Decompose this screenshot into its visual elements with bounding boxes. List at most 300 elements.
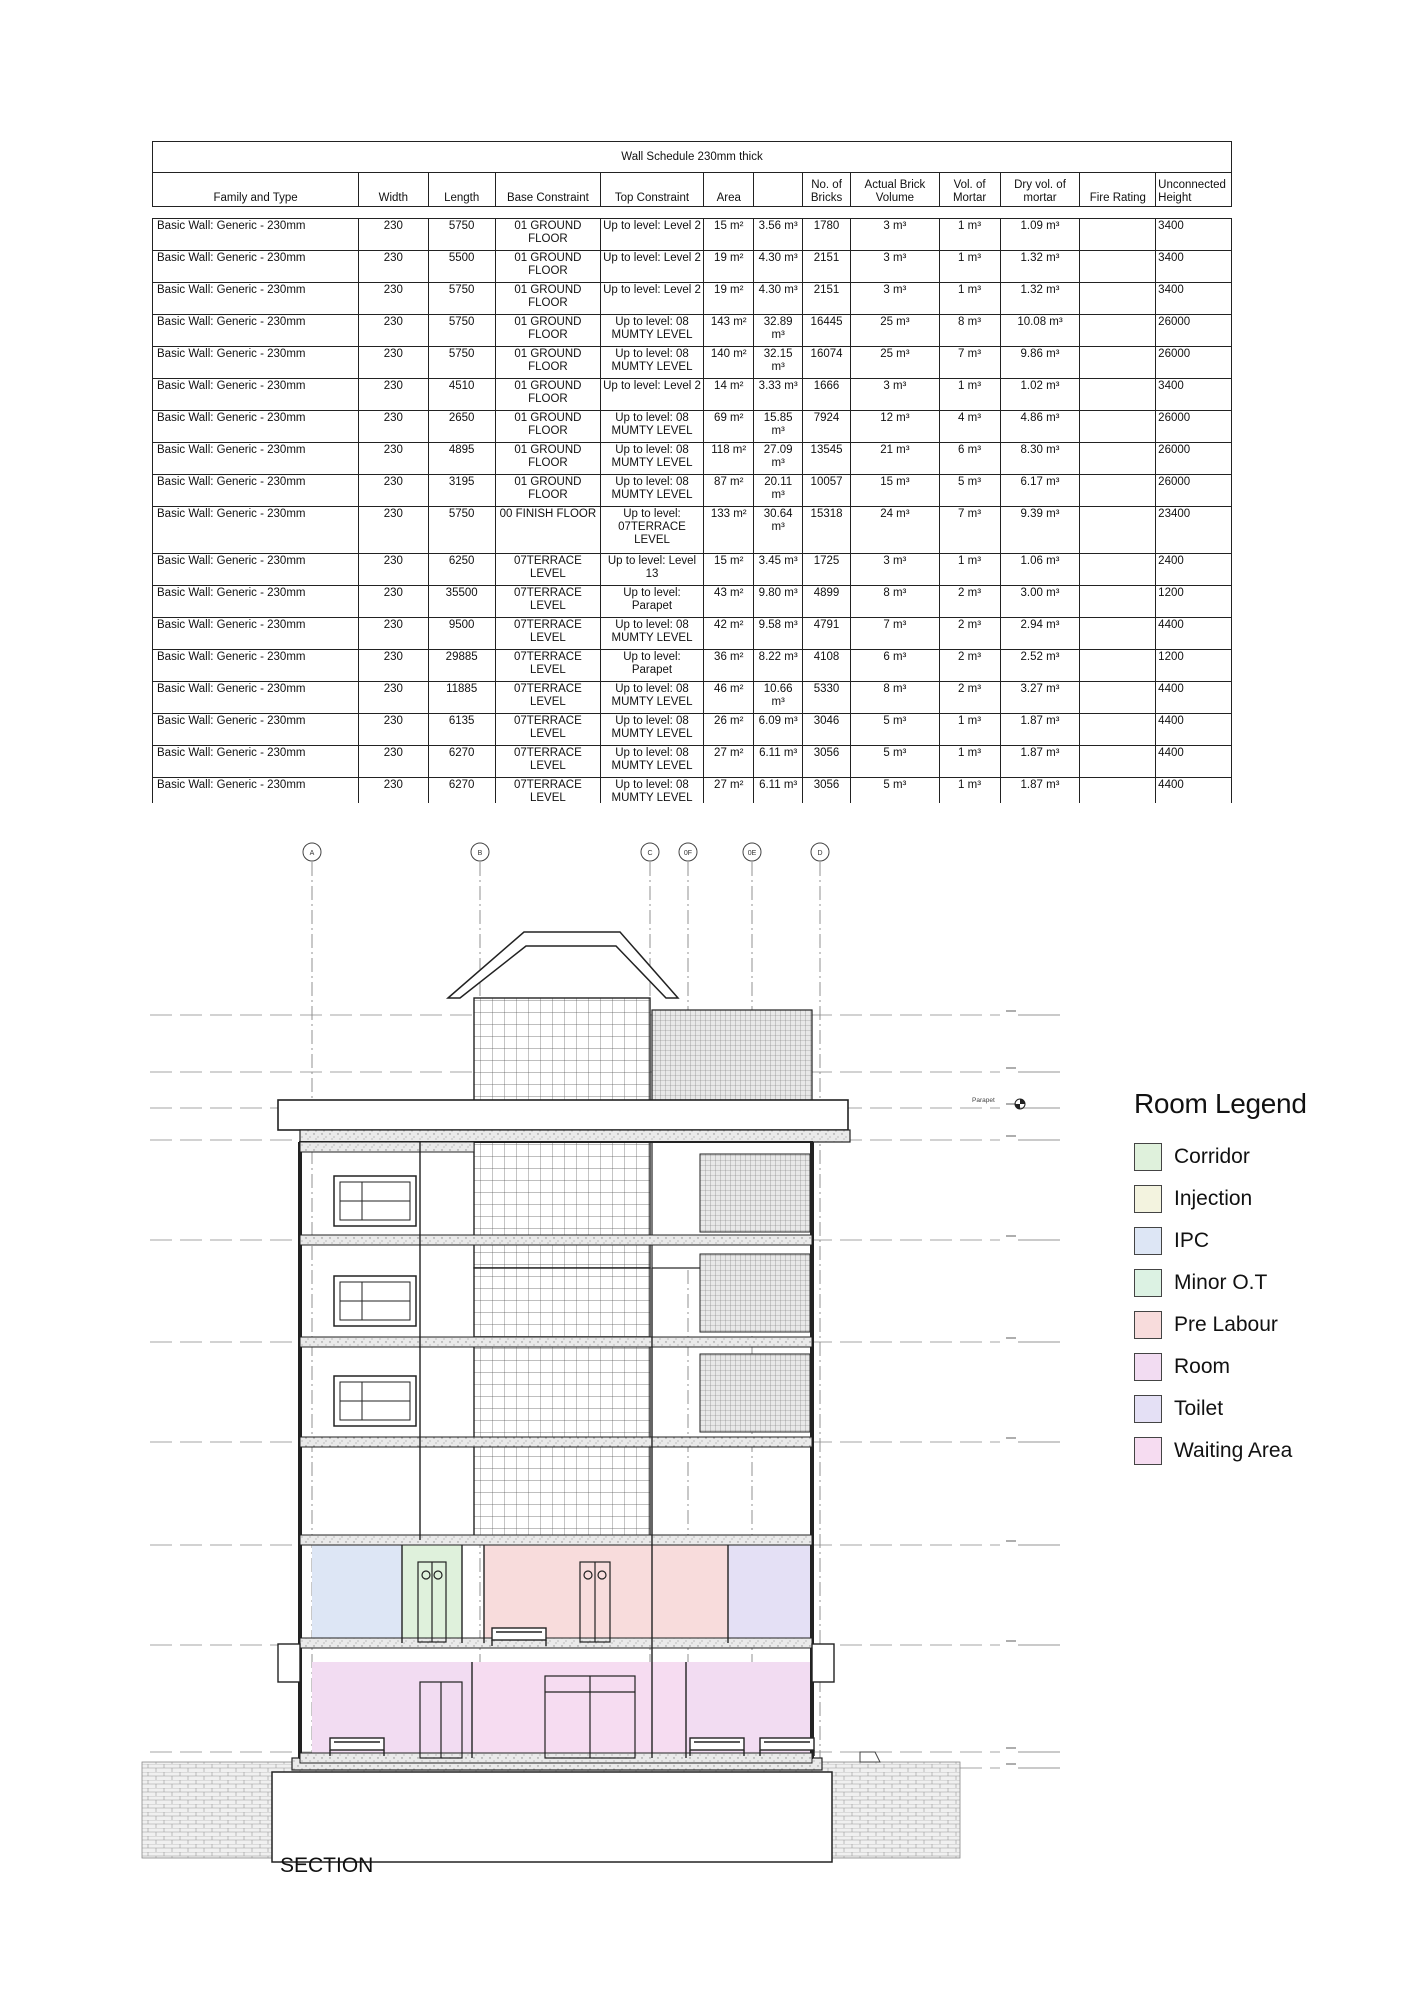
- table-cell: 230: [359, 379, 428, 411]
- table-row: [153, 507, 1232, 554]
- grid-label: 0E: [747, 850, 757, 857]
- table-cell: 24 m³: [851, 507, 939, 554]
- table-cell: 7 m³: [851, 618, 939, 650]
- table-cell: 12 m³: [851, 411, 939, 443]
- table-cell: 5 m³: [939, 475, 1000, 507]
- table-cell: 7924: [802, 411, 850, 443]
- table-cell: 133 m²: [704, 507, 754, 554]
- table-cell: 230: [359, 507, 428, 554]
- legend-label: Minor O.T: [1174, 1271, 1268, 1294]
- table-cell: 2400: [1156, 554, 1232, 586]
- legend-swatch: [1134, 1143, 1162, 1171]
- table-cell: 230: [359, 746, 428, 778]
- table-cell: 2 m³: [939, 650, 1000, 682]
- table-cell: Up to level: Level 2: [600, 219, 703, 251]
- table-cell: Basic Wall: Generic - 230mm: [153, 650, 359, 682]
- room-legend: [1134, 1088, 1394, 1488]
- table-cell: 1.09 m³: [1000, 219, 1080, 251]
- table-cell: 4895: [428, 443, 495, 475]
- table-cell: Basic Wall: Generic - 230mm: [153, 618, 359, 650]
- table-cell: 8 m³: [851, 586, 939, 618]
- table-cell: 25 m³: [851, 315, 939, 347]
- table-cell: 1 m³: [939, 778, 1000, 804]
- table-cell: 29885: [428, 650, 495, 682]
- table-cell: 1.87 m³: [1000, 714, 1080, 746]
- table-cell: [1080, 554, 1156, 586]
- table-cell: 01 GROUND FLOOR: [495, 219, 600, 251]
- table-cell: 1.87 m³: [1000, 746, 1080, 778]
- left-sunshade: [278, 1644, 300, 1682]
- floor-slab: [300, 1437, 812, 1447]
- table-cell: [1080, 714, 1156, 746]
- table-cell: 20.11 m³: [754, 475, 802, 507]
- table-cell: 27 m²: [704, 746, 754, 778]
- legend-item: [1134, 1388, 1394, 1430]
- table-cell: Up to level: Parapet: [600, 586, 703, 618]
- table-cell: 4899: [802, 586, 850, 618]
- table-cell: 36 m²: [704, 650, 754, 682]
- table-row: [153, 411, 1232, 443]
- schedule-header-cell: Area: [704, 173, 754, 207]
- table-cell: 2151: [802, 251, 850, 283]
- table-cell: 4400: [1156, 618, 1232, 650]
- table-cell: 07TERRACE LEVEL: [495, 778, 600, 804]
- table-cell: 6 m³: [939, 443, 1000, 475]
- table-cell: Up to level: 08 MUMTY LEVEL: [600, 682, 703, 714]
- table-cell: [1080, 507, 1156, 554]
- table-cell: 43 m²: [704, 586, 754, 618]
- table-cell: [1080, 443, 1156, 475]
- table-cell: 2 m³: [939, 586, 1000, 618]
- table-cell: Basic Wall: Generic - 230mm: [153, 475, 359, 507]
- table-cell: Up to level: 08 MUMTY LEVEL: [600, 618, 703, 650]
- table-row: [153, 251, 1232, 283]
- legend-swatch: [1134, 1437, 1162, 1465]
- table-cell: 6.11 m³: [754, 746, 802, 778]
- wall-schedule-table: [152, 141, 1232, 803]
- table-cell: 1.32 m³: [1000, 251, 1080, 283]
- table-cell: 1.06 m³: [1000, 554, 1080, 586]
- table-cell: 26000: [1156, 411, 1232, 443]
- louver-panel: [700, 1254, 810, 1332]
- legend-item: [1134, 1220, 1394, 1262]
- table-cell: Up to level: Level 13: [600, 554, 703, 586]
- table-cell: Up to level: 08 MUMTY LEVEL: [600, 475, 703, 507]
- table-cell: 2.94 m³: [1000, 618, 1080, 650]
- table-cell: 4400: [1156, 778, 1232, 804]
- table-cell: 15318: [802, 507, 850, 554]
- table-cell: 4 m³: [939, 411, 1000, 443]
- table-cell: 16445: [802, 315, 850, 347]
- table-cell: 6250: [428, 554, 495, 586]
- table-cell: 6 m³: [851, 650, 939, 682]
- table-cell: 230: [359, 682, 428, 714]
- table-cell: 07TERRACE LEVEL: [495, 682, 600, 714]
- table-cell: 6.09 m³: [754, 714, 802, 746]
- table-cell: 87 m²: [704, 475, 754, 507]
- table-cell: 230: [359, 251, 428, 283]
- table-cell: 230: [359, 347, 428, 379]
- legend-swatch: [1134, 1395, 1162, 1423]
- table-cell: Basic Wall: Generic - 230mm: [153, 778, 359, 804]
- table-cell: 15.85 m³: [754, 411, 802, 443]
- legend-label: IPC: [1174, 1229, 1210, 1252]
- table-cell: 3 m³: [851, 219, 939, 251]
- table-cell: 01 GROUND FLOOR: [495, 251, 600, 283]
- legend-items: [1134, 1136, 1394, 1472]
- table-cell: 10.08 m³: [1000, 315, 1080, 347]
- table-row: [153, 778, 1232, 804]
- table-cell: 1200: [1156, 650, 1232, 682]
- foundation-pit: [272, 1772, 832, 1862]
- table-cell: Up to level: Parapet: [600, 650, 703, 682]
- table-cell: Basic Wall: Generic - 230mm: [153, 554, 359, 586]
- table-cell: 3056: [802, 746, 850, 778]
- glazed-shaft: [474, 1268, 650, 1540]
- table-cell: 230: [359, 650, 428, 682]
- window: [334, 1276, 416, 1326]
- louver-panel: [700, 1154, 810, 1232]
- table-cell: 32.15 m³: [754, 347, 802, 379]
- table-row: [153, 650, 1232, 682]
- table-cell: Up to level: 07TERRACE LEVEL: [600, 507, 703, 554]
- table-cell: 3 m³: [851, 554, 939, 586]
- schedule-body: [153, 207, 1232, 804]
- table-cell: 230: [359, 586, 428, 618]
- table-cell: 5750: [428, 219, 495, 251]
- legend-item: [1134, 1304, 1394, 1346]
- table-cell: 1.87 m³: [1000, 778, 1080, 804]
- table-cell: 1 m³: [939, 283, 1000, 315]
- table-cell: 3400: [1156, 283, 1232, 315]
- table-cell: 230: [359, 554, 428, 586]
- terrace-slab: [300, 1130, 850, 1142]
- room-ipc: [312, 1545, 402, 1643]
- table-cell: 4400: [1156, 746, 1232, 778]
- table-cell: 1725: [802, 554, 850, 586]
- table-cell: 4400: [1156, 714, 1232, 746]
- table-cell: Up to level: 08 MUMTY LEVEL: [600, 443, 703, 475]
- table-cell: 2.52 m³: [1000, 650, 1080, 682]
- table-cell: [1080, 251, 1156, 283]
- table-row: [153, 554, 1232, 586]
- table-cell: 143 m²: [704, 315, 754, 347]
- right-sunshade: [812, 1644, 834, 1682]
- table-cell: 07TERRACE LEVEL: [495, 618, 600, 650]
- grid-label: 0F: [683, 850, 693, 857]
- table-cell: Basic Wall: Generic - 230mm: [153, 219, 359, 251]
- room-toilet: [728, 1545, 812, 1643]
- legend-label: Corridor: [1174, 1145, 1250, 1168]
- table-cell: 15 m³: [851, 475, 939, 507]
- table-row: [153, 283, 1232, 315]
- table-cell: 23400: [1156, 507, 1232, 554]
- window: [334, 1176, 416, 1226]
- table-cell: 230: [359, 475, 428, 507]
- table-cell: Basic Wall: Generic - 230mm: [153, 443, 359, 475]
- table-cell: 19 m²: [704, 251, 754, 283]
- table-cell: 26000: [1156, 347, 1232, 379]
- table-cell: 15 m²: [704, 554, 754, 586]
- floor-slab: [300, 1535, 812, 1545]
- table-cell: 9.39 m³: [1000, 507, 1080, 554]
- table-cell: Up to level: 08 MUMTY LEVEL: [600, 315, 703, 347]
- table-cell: 27 m²: [704, 778, 754, 804]
- table-cell: [1080, 778, 1156, 804]
- wall-schedule: [152, 141, 1232, 803]
- table-cell: [1080, 475, 1156, 507]
- table-cell: 9500: [428, 618, 495, 650]
- table-cell: 01 GROUND FLOOR: [495, 475, 600, 507]
- table-cell: 01 GROUND FLOOR: [495, 379, 600, 411]
- table-cell: Basic Wall: Generic - 230mm: [153, 586, 359, 618]
- table-cell: Basic Wall: Generic - 230mm: [153, 315, 359, 347]
- table-cell: Basic Wall: Generic - 230mm: [153, 746, 359, 778]
- table-cell: 230: [359, 778, 428, 804]
- table-cell: [1080, 682, 1156, 714]
- table-cell: Up to level: 08 MUMTY LEVEL: [600, 714, 703, 746]
- schedule-header-cell: Fire Rating: [1080, 173, 1156, 207]
- schedule-title: Wall Schedule 230mm thick: [153, 142, 1232, 173]
- table-row: [153, 618, 1232, 650]
- table-cell: 26000: [1156, 315, 1232, 347]
- legend-item: [1134, 1136, 1394, 1178]
- table-cell: [1080, 411, 1156, 443]
- table-cell: 26000: [1156, 443, 1232, 475]
- floor-slab: [300, 1235, 812, 1245]
- table-cell: [1080, 219, 1156, 251]
- table-cell: Up to level: 08 MUMTY LEVEL: [600, 746, 703, 778]
- legend-item: [1134, 1430, 1394, 1472]
- table-cell: 5750: [428, 315, 495, 347]
- table-cell: 13545: [802, 443, 850, 475]
- schedule-header-cell: Width: [359, 173, 428, 207]
- table-cell: [1080, 283, 1156, 315]
- legend-label: Injection: [1174, 1187, 1253, 1210]
- schedule-header-cell: Dry vol. of mortar: [1000, 173, 1080, 207]
- table-cell: 2151: [802, 283, 850, 315]
- table-row: [153, 347, 1232, 379]
- table-cell: 6270: [428, 746, 495, 778]
- table-cell: 1 m³: [939, 379, 1000, 411]
- table-row: [153, 746, 1232, 778]
- table-cell: 3195: [428, 475, 495, 507]
- table-cell: 8 m³: [851, 682, 939, 714]
- table-cell: 01 GROUND FLOOR: [495, 443, 600, 475]
- table-cell: 118 m²: [704, 443, 754, 475]
- table-cell: 3400: [1156, 379, 1232, 411]
- table-cell: 10057: [802, 475, 850, 507]
- table-cell: 1200: [1156, 586, 1232, 618]
- table-cell: Basic Wall: Generic - 230mm: [153, 251, 359, 283]
- table-cell: 3 m³: [851, 251, 939, 283]
- table-cell: 6.17 m³: [1000, 475, 1080, 507]
- grid-label: D: [817, 850, 823, 857]
- table-cell: 230: [359, 618, 428, 650]
- table-cell: Up to level: 08 MUMTY LEVEL: [600, 347, 703, 379]
- table-cell: 1666: [802, 379, 850, 411]
- table-cell: 26 m²: [704, 714, 754, 746]
- table-cell: 4400: [1156, 682, 1232, 714]
- table-cell: 15 m²: [704, 219, 754, 251]
- table-cell: Basic Wall: Generic - 230mm: [153, 507, 359, 554]
- table-row: [153, 714, 1232, 746]
- table-cell: 35500: [428, 586, 495, 618]
- table-cell: 42 m²: [704, 618, 754, 650]
- table-cell: 8.30 m³: [1000, 443, 1080, 475]
- legend-label: Pre Labour: [1174, 1313, 1278, 1336]
- table-cell: 27.09 m³: [754, 443, 802, 475]
- schedule-header-cell: Top Constraint: [600, 173, 703, 207]
- table-cell: [1080, 650, 1156, 682]
- table-row: [153, 315, 1232, 347]
- table-cell: 10.66 m³: [754, 682, 802, 714]
- table-cell: 7 m³: [939, 347, 1000, 379]
- table-cell: 01 GROUND FLOOR: [495, 283, 600, 315]
- table-cell: 230: [359, 443, 428, 475]
- table-cell: 01 GROUND FLOOR: [495, 411, 600, 443]
- table-cell: 1780: [802, 219, 850, 251]
- table-cell: 5 m³: [851, 778, 939, 804]
- legend-label: Room: [1174, 1355, 1231, 1378]
- schedule-header-cell: Length: [428, 173, 495, 207]
- schedule-header-row: [153, 173, 1232, 207]
- table-cell: Basic Wall: Generic - 230mm: [153, 714, 359, 746]
- table-cell: 140 m²: [704, 347, 754, 379]
- table-cell: 230: [359, 411, 428, 443]
- table-cell: Up to level: 08 MUMTY LEVEL: [600, 411, 703, 443]
- table-cell: 07TERRACE LEVEL: [495, 746, 600, 778]
- table-cell: 00 FINISH FLOOR: [495, 507, 600, 554]
- table-cell: 4.30 m³: [754, 251, 802, 283]
- table-cell: 3.45 m³: [754, 554, 802, 586]
- table-cell: 9.58 m³: [754, 618, 802, 650]
- table-cell: 26000: [1156, 475, 1232, 507]
- schedule-header-cell: No. of Bricks: [802, 173, 850, 207]
- table-cell: 3056: [802, 778, 850, 804]
- table-cell: 3.00 m³: [1000, 586, 1080, 618]
- table-cell: 3 m³: [851, 283, 939, 315]
- table-cell: 230: [359, 315, 428, 347]
- table-cell: 8.22 m³: [754, 650, 802, 682]
- table-cell: Up to level: Level 2: [600, 251, 703, 283]
- table-cell: Basic Wall: Generic - 230mm: [153, 283, 359, 315]
- table-cell: 1 m³: [939, 746, 1000, 778]
- table-cell: 07TERRACE LEVEL: [495, 650, 600, 682]
- table-row: [153, 586, 1232, 618]
- table-cell: 230: [359, 714, 428, 746]
- table-cell: 4791: [802, 618, 850, 650]
- table-cell: 01 GROUND FLOOR: [495, 347, 600, 379]
- legend-swatch: [1134, 1311, 1162, 1339]
- table-cell: 3400: [1156, 219, 1232, 251]
- grid-label: B: [477, 850, 483, 857]
- parapet-band: [278, 1100, 848, 1130]
- window: [334, 1376, 416, 1426]
- table-cell: 9.80 m³: [754, 586, 802, 618]
- table-cell: 3 m³: [851, 379, 939, 411]
- table-cell: [1080, 746, 1156, 778]
- table-cell: Up to level: Level 2: [600, 379, 703, 411]
- grid-label: C: [647, 850, 653, 857]
- schedule-header-cell: Base Constraint: [495, 173, 600, 207]
- table-cell: 1 m³: [939, 714, 1000, 746]
- louver-panel: [700, 1354, 810, 1432]
- table-cell: 2650: [428, 411, 495, 443]
- table-cell: 4108: [802, 650, 850, 682]
- table-cell: 1 m³: [939, 219, 1000, 251]
- legend-swatch: [1134, 1353, 1162, 1381]
- schedule-header-cell: Vol. of Mortar: [939, 173, 1000, 207]
- table-cell: 5750: [428, 507, 495, 554]
- table-cell: 30.64 m³: [754, 507, 802, 554]
- table-cell: 3400: [1156, 251, 1232, 283]
- table-cell: 3.27 m³: [1000, 682, 1080, 714]
- legend-label: Waiting Area: [1174, 1439, 1293, 1462]
- schedule-header-cell: Family and Type: [153, 173, 359, 207]
- section-caption: SECTION: [280, 1854, 374, 1877]
- table-cell: Basic Wall: Generic - 230mm: [153, 411, 359, 443]
- table-cell: 19 m²: [704, 283, 754, 315]
- table-cell: 1.02 m³: [1000, 379, 1080, 411]
- table-cell: 230: [359, 283, 428, 315]
- table-cell: 1 m³: [939, 554, 1000, 586]
- table-cell: [1080, 379, 1156, 411]
- table-cell: 4.30 m³: [754, 283, 802, 315]
- table-cell: 32.89 m³: [754, 315, 802, 347]
- table-cell: 01 GROUND FLOOR: [495, 315, 600, 347]
- grid-label: A: [309, 850, 315, 857]
- table-cell: 6135: [428, 714, 495, 746]
- windows: [334, 1176, 416, 1426]
- table-cell: Basic Wall: Generic - 230mm: [153, 347, 359, 379]
- table-cell: Basic Wall: Generic - 230mm: [153, 682, 359, 714]
- floor-slab: [300, 1638, 812, 1648]
- table-cell: 4510: [428, 379, 495, 411]
- table-cell: Up to level: Level 2: [600, 283, 703, 315]
- table-cell: 1 m³: [939, 251, 1000, 283]
- table-cell: 9.86 m³: [1000, 347, 1080, 379]
- floor-slab: [300, 1337, 812, 1347]
- legend-swatch: [1134, 1227, 1162, 1255]
- table-cell: 2 m³: [939, 682, 1000, 714]
- table-cell: 1.32 m³: [1000, 283, 1080, 315]
- table-cell: 07TERRACE LEVEL: [495, 554, 600, 586]
- table-cell: [1080, 618, 1156, 650]
- schedule-header-cell: [754, 173, 802, 207]
- table-cell: [1080, 347, 1156, 379]
- table-cell: 5 m³: [851, 714, 939, 746]
- table-cell: 3.33 m³: [754, 379, 802, 411]
- louver-panels: [700, 1154, 810, 1432]
- table-cell: 14 m²: [704, 379, 754, 411]
- legend-title: Room Legend: [1134, 1088, 1307, 1119]
- table-cell: Up to level: 08 MUMTY LEVEL: [600, 778, 703, 804]
- table-cell: 25 m³: [851, 347, 939, 379]
- table-cell: 8 m³: [939, 315, 1000, 347]
- table-row: [153, 379, 1232, 411]
- table-cell: 6.11 m³: [754, 778, 802, 804]
- room-fills: [312, 1545, 812, 1758]
- table-cell: 07TERRACE LEVEL: [495, 586, 600, 618]
- legend-swatch: [1134, 1185, 1162, 1213]
- table-cell: 5500: [428, 251, 495, 283]
- legend-item: [1134, 1346, 1394, 1388]
- table-cell: [1080, 315, 1156, 347]
- parapet-label: Parapet: [972, 1097, 995, 1104]
- table-row: [153, 219, 1232, 251]
- table-cell: 11885: [428, 682, 495, 714]
